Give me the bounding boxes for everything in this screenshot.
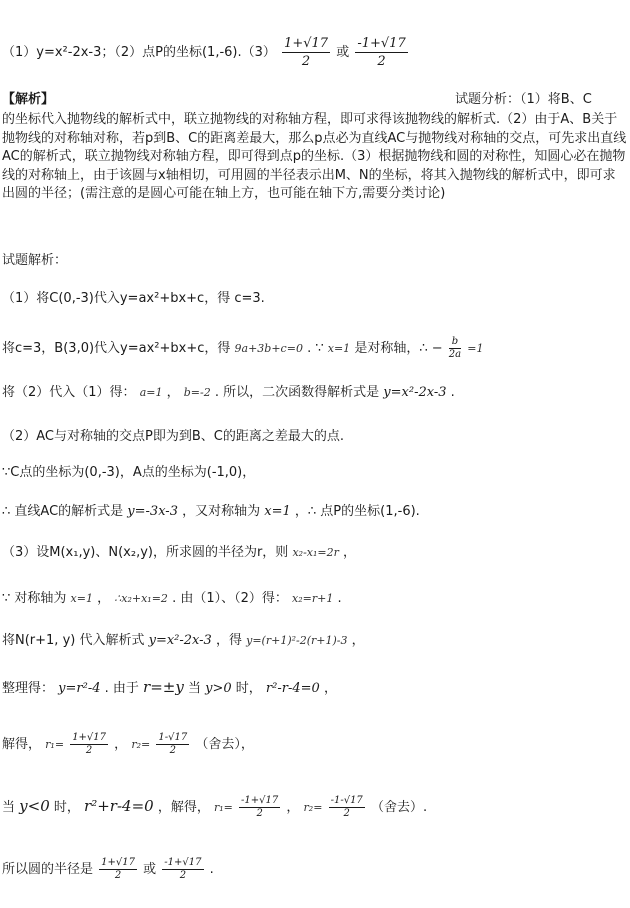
step-12-comma: ， — [286, 800, 300, 815]
step-3-b-value: b=-2 — [183, 386, 211, 399]
step-11-fraction-1 — [70, 732, 108, 757]
step-10-text-c: . 由于 — [104, 681, 139, 696]
step-10-condition: y>0 — [205, 681, 232, 696]
step-12-text-a: 当 — [2, 800, 16, 815]
step-7-equation: x₂-x₁=2r — [292, 546, 339, 559]
step-10-text-g: 时， — [235, 681, 262, 696]
step-2-equals: =1 — [467, 342, 484, 355]
step-12-fraction-2 — [329, 795, 365, 820]
step-13-fraction-1-den: 2 — [114, 870, 122, 881]
step-11-comma: ， — [114, 737, 128, 752]
step-8-axis: x=1 — [70, 592, 93, 605]
step-13-period: . — [209, 862, 214, 877]
step-12-fraction-1-num: -1+√17 — [241, 795, 279, 806]
step-11-fraction-2 — [156, 732, 189, 757]
step-3-text-e: . 所以，二次函数得解析式是 — [214, 385, 380, 400]
step-6-line: y=-3x-3 — [127, 504, 178, 519]
step-2-fraction-den: 2a — [448, 349, 462, 360]
step-13-fraction-2-num: -1+√17 — [164, 857, 202, 868]
step-2-fraction — [449, 336, 461, 361]
solution-step-13 — [2, 857, 214, 882]
step-9-text-a: 将N(r+1, y) 代入解析式 — [2, 633, 145, 648]
step-11-fraction-2-den: 2 — [169, 745, 176, 756]
solution-step-10 — [2, 678, 337, 698]
step-13-fraction-1 — [99, 857, 137, 882]
step-10-text-a: 整理得： — [2, 681, 55, 696]
minus-sign: − — [431, 341, 443, 356]
step-2-fraction-num: b — [449, 336, 461, 349]
answer-fraction-1-num: 1+√17 — [284, 36, 329, 51]
step-2-text-a: 将c=3，B(3,0)代入y=ax²+bx+c，得 — [2, 341, 231, 356]
analysis-caption: 试题分析：（1）将B、C — [455, 92, 592, 107]
step-3-period: . — [450, 385, 455, 400]
step-8-text-a: ∵ 对称轴为 — [2, 591, 67, 606]
step-6-text-c: ，又对称轴为 — [182, 504, 261, 519]
step-8-comma: ， — [97, 591, 111, 606]
step-12-fraction-1-den: 2 — [256, 808, 263, 819]
step-10-quadratic: r²-r-4=0 — [265, 681, 320, 696]
step-12-discard: （舍去）. — [370, 800, 428, 815]
step-9-text-c: ，得 — [215, 633, 242, 648]
solution-step-5: ∵C点的坐标为(0,-3)，A点的坐标为(-1,0)， — [2, 465, 256, 480]
step-7-comma: ， — [343, 545, 357, 560]
step-11-discard: （舍去）， — [195, 737, 254, 752]
step-11-fraction-1-num: 1+√17 — [72, 732, 107, 743]
step-6-text-e: ，∴ 点P的坐标(1,-6). — [294, 504, 420, 519]
answer-fraction-2-num: -1+√17 — [357, 36, 406, 51]
step-10-equation: y=r²-4 — [58, 681, 101, 696]
solution-step-8 — [2, 590, 342, 608]
step-8-period: . — [337, 591, 342, 606]
step-2-text-e: 是对称轴，∴ — [354, 341, 428, 356]
step-11-r2: r₂= — [131, 738, 151, 751]
analysis-body: 的坐标代入抛物线的解析式中，联立抛物线的对称轴方程，即可求得该抛物线的解析式.（2）由于A、B关于抛物线的对称轴对称，若p到B、C的距离差最大，那么p点必为直线AC与抛物线对称轴的交点，可先求出直线AC的解析式，联立抛物线对称轴方程，即可得到点p的坐标.（3）根据抛物线和圆的对称性，知圆心必在抛物线的对称轴上，由于该圆与x轴相切，可用圆的半径表示出M、N的坐标，将其入抛物线的解析式中，即可求出圆的半径；(需注意的是圆心可能在轴上方，也可能在轴下方,需要分类讨论) — [2, 112, 627, 201]
step-13-fraction-2-den: 2 — [179, 870, 187, 881]
step-3-function: y=x²-2x-3 — [383, 385, 447, 400]
answer-or: 或 — [336, 45, 350, 60]
solution-step-6 — [2, 503, 420, 521]
step-13-text-a: 所以圆的半径是 — [2, 862, 94, 877]
solution-heading: 试题解析： — [2, 253, 68, 268]
step-12-r1: r₁= — [214, 801, 233, 814]
step-11-text-a: 解得， — [2, 737, 42, 752]
solution-step-7 — [2, 544, 356, 562]
step-9-comma: ， — [351, 633, 365, 648]
step-6-text-a: ∴ 直线AC的解析式是 — [2, 504, 124, 519]
step-9-function: y=x²-2x-3 — [148, 633, 212, 648]
step-12-fraction-1 — [239, 795, 280, 820]
step-12-condition: y<0 — [19, 797, 50, 815]
step-12-fraction-2-num: -1-√17 — [330, 795, 363, 806]
step-2-axis: x=1 — [327, 342, 351, 355]
solution-step-3 — [2, 384, 455, 402]
step-12-r2: r₂= — [303, 801, 323, 814]
step-11-r1: r₁= — [45, 738, 65, 751]
answer-line — [2, 35, 410, 70]
step-8-x2: x₂=r+1 — [292, 592, 334, 605]
step-3-comma: ， — [166, 385, 180, 400]
solution-step-2 — [2, 336, 483, 361]
step-7-text-a: （3）设M(x₁,y)、N(x₂,y)，所求圆的半径为r，则 — [2, 545, 289, 560]
answer-fraction-1-den: 2 — [301, 54, 311, 69]
solution-step-1: （1）将C(0,-3)代入y=ax²+bx+c，得 c=3. — [2, 291, 265, 306]
step-11-fraction-1-den: 2 — [85, 745, 93, 756]
step-13-fraction-1-num: 1+√17 — [101, 857, 135, 868]
answer-fraction-1 — [282, 35, 330, 70]
step-12-fraction-2-den: 2 — [343, 808, 350, 819]
step-6-axis: x=1 — [264, 504, 291, 519]
step-12-text-c: 时， — [53, 800, 80, 815]
step-10-text-e: 当 — [187, 681, 201, 696]
step-8-sum: ∴x₂+x₁=2 — [114, 592, 168, 605]
step-12-quadratic: r²+r-4=0 — [84, 797, 154, 815]
step-2-equation: 9a+3b+c=0 — [234, 342, 303, 355]
analysis-heading: 【解析】 — [2, 92, 55, 107]
solution-step-4: （2）AC与对称轴的交点P即为到B、C的距离之差最大的点. — [2, 429, 344, 444]
step-9-equation: y=(r+1)²-2(r+1)-3 — [246, 634, 348, 647]
step-10-r: r=±y — [143, 678, 184, 696]
step-12-text-e: ，解得， — [157, 800, 210, 815]
step-13-or: 或 — [143, 862, 157, 877]
solution-step-9 — [2, 632, 365, 650]
step-10-comma: ， — [323, 681, 337, 696]
solution-step-11 — [2, 732, 254, 757]
step-8-text-e: . 由（1）、（2）得： — [172, 591, 288, 606]
answer-fraction-2 — [355, 35, 407, 70]
step-2-text-c: . ∵ — [307, 341, 324, 356]
step-3-text-a: 将（2）代入（1）得： — [2, 385, 136, 400]
step-13-fraction-2 — [162, 857, 203, 882]
solution-step-12 — [2, 795, 427, 820]
answer-text: （1）y=x²-2x-3；（2）点P的坐标(1,-6).（3） — [2, 45, 276, 60]
answer-fraction-2-den: 2 — [377, 54, 386, 69]
step-3-a-value: a=1 — [139, 386, 163, 399]
step-11-fraction-2-num: 1-√17 — [158, 732, 188, 743]
